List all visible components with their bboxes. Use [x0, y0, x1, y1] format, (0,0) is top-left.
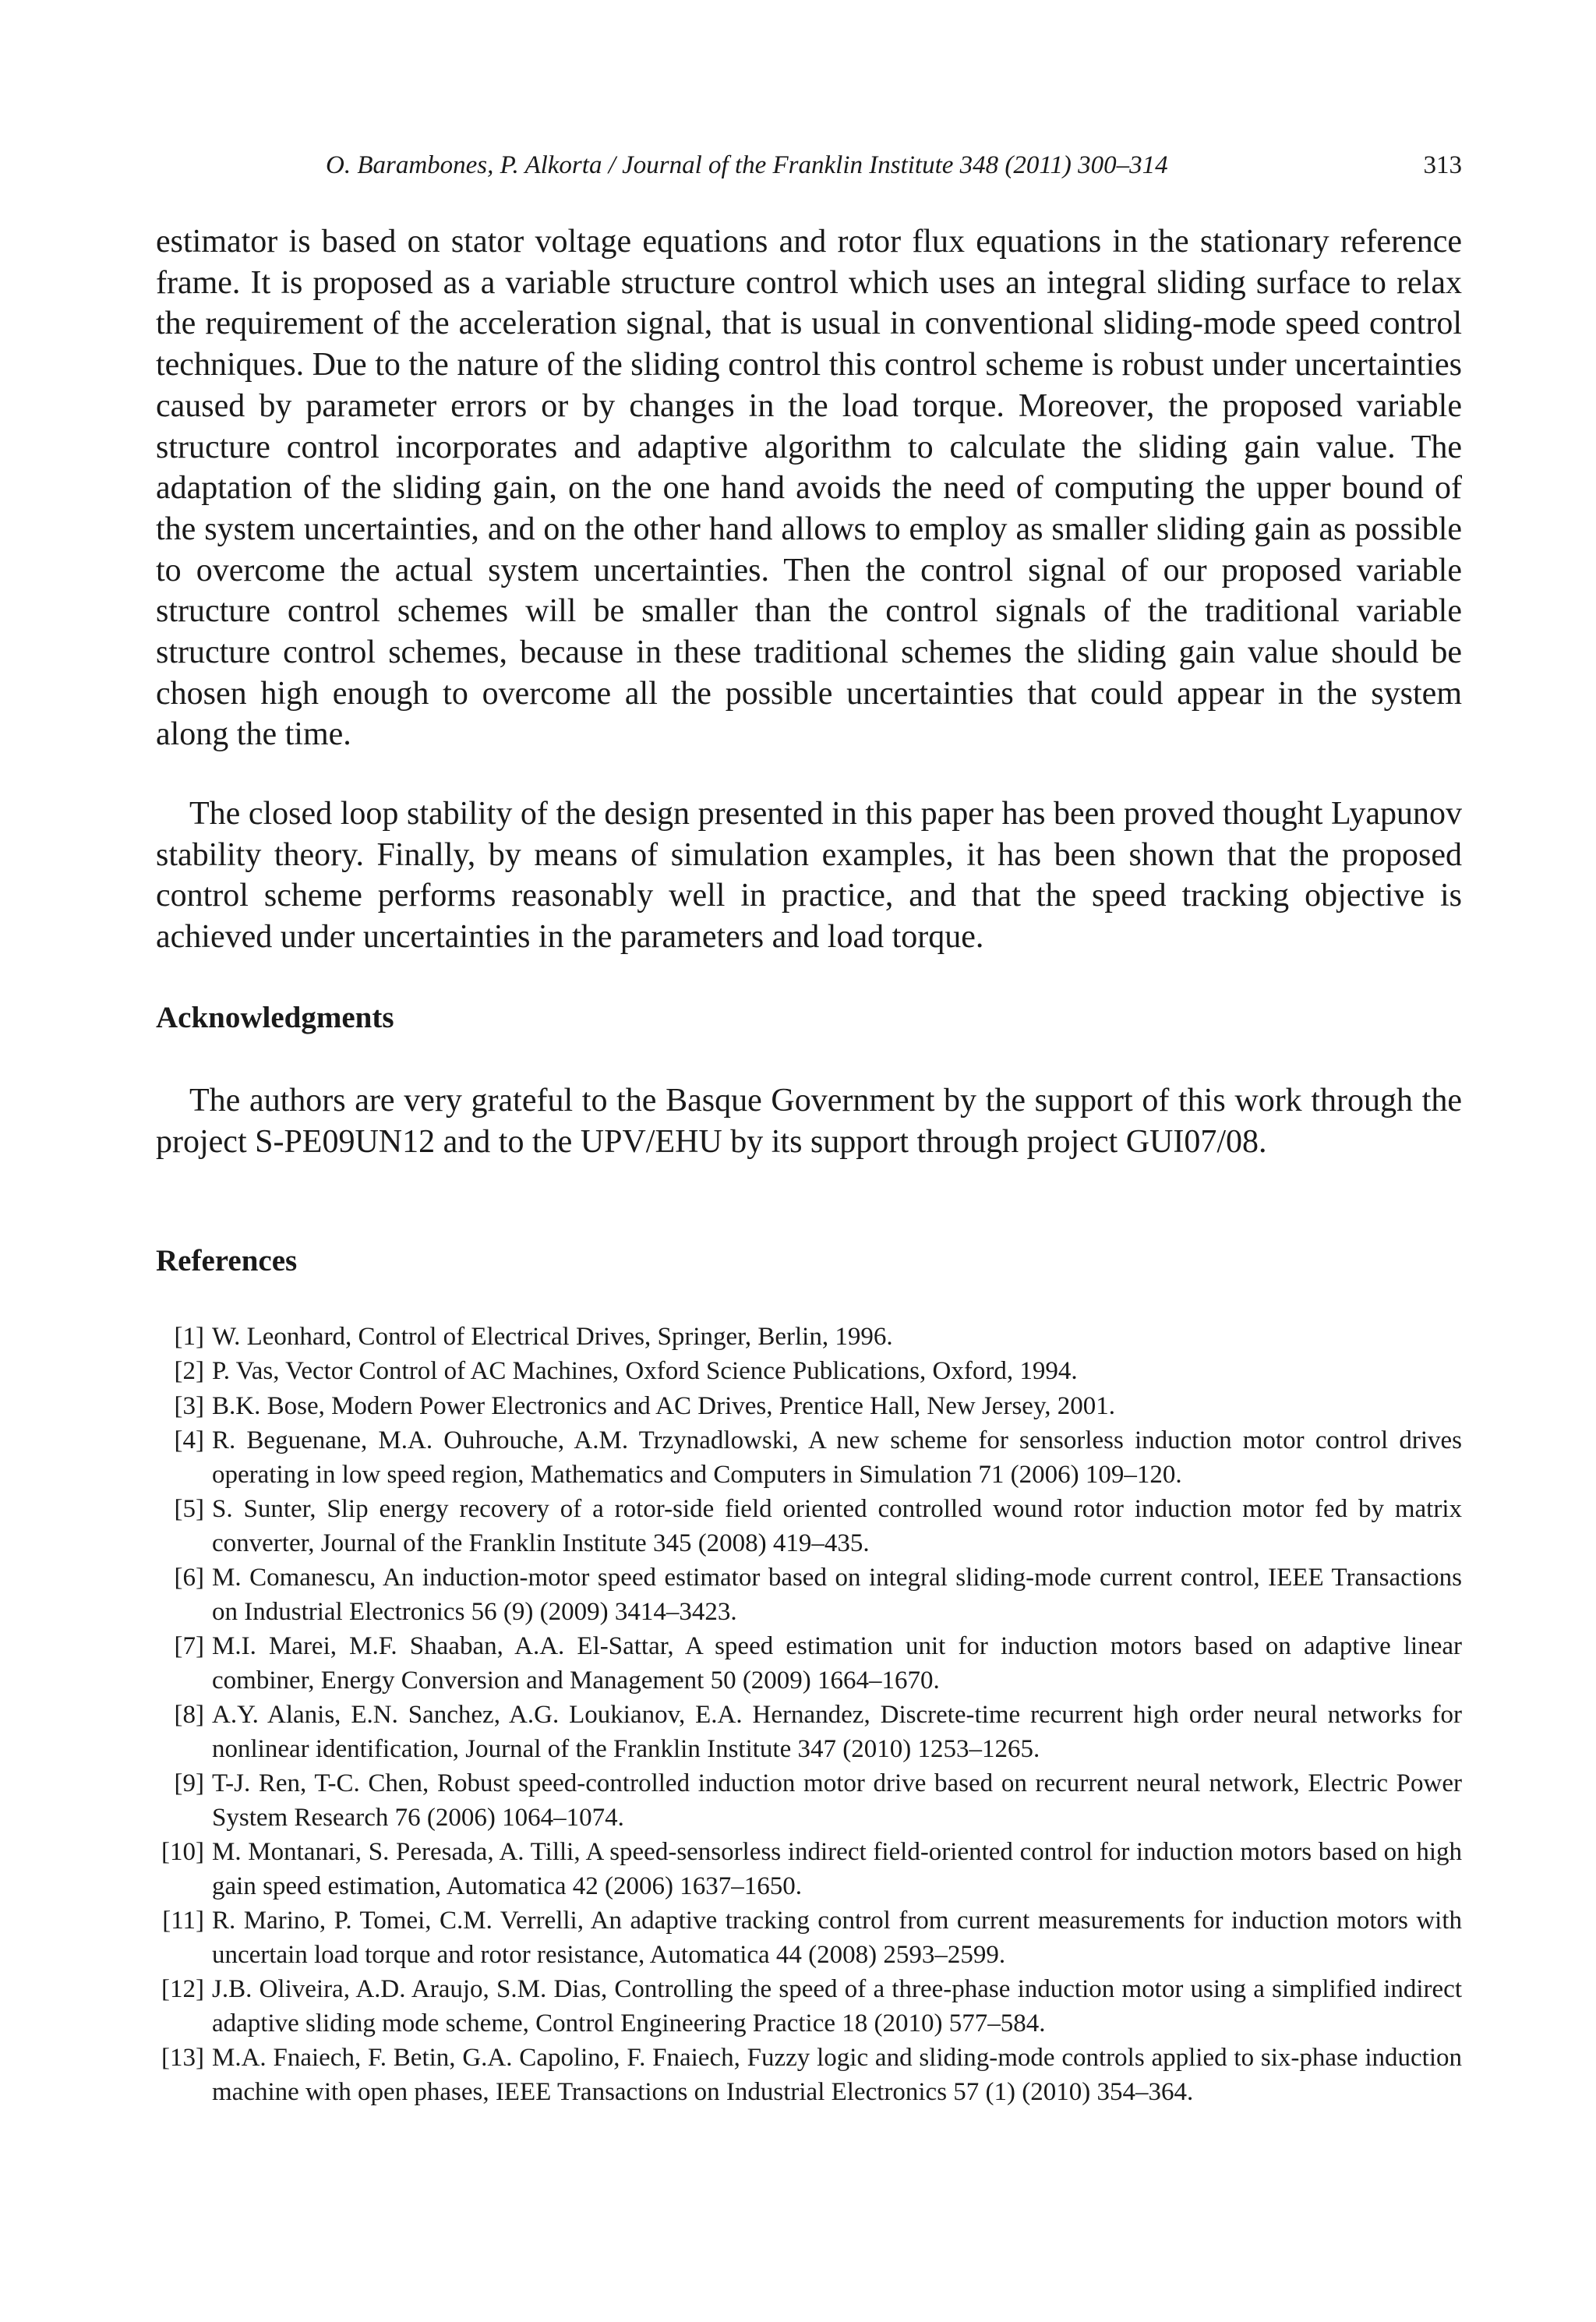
reference-number: [12]	[161, 1975, 204, 2004]
reference-text: B.K. Bose, Modern Power Electronics and AC Drives, Prentice Hall, New Jersey, 2001.	[212, 1391, 1116, 1420]
reference-text: R. Beguenane, M.A. Ouhrouche, A.M. Trzynadlowski, A new scheme for sensorless induction motor control drives operating in low speed region, Mathematics and Computers in Simulation 71 (2006) 109–120.	[212, 1426, 1462, 1489]
reference-text: J.B. Oliveira, A.D. Araujo, S.M. Dias, Controlling the speed of a three-phase induction motor using a simplified indirect adaptive sliding mode scheme, Control Engineering Practice 18 (2010) 577–584.	[212, 1975, 1462, 2037]
reference-text: P. Vas, Vector Control of AC Machines, Oxford Science Publications, Oxford, 1994.	[212, 1357, 1078, 1386]
reference-item-9	[156, 1767, 1462, 1835]
reference-item-4	[156, 1424, 1462, 1492]
reference-text: T-J. Ren, T-C. Chen, Robust speed-controlled induction motor drive based on recurrent neural network, Electric Power System Research 76 (2006) 1064–1074.	[212, 1769, 1462, 1832]
reference-text: M.I. Marei, M.F. Shaaban, A.A. El-Sattar, A speed estimation unit for induction motors based on adaptive linear combiner, Energy Conversion and Management 50 (2009) 1664–1670.	[212, 1632, 1462, 1695]
page-number: 313	[1423, 151, 1462, 179]
reference-number: [8]	[174, 1701, 204, 1730]
reference-text: M. Comanescu, An induction-motor speed estimator based on integral sliding-mode current control, IEEE Transactions on Industrial Electronics 56 (9) (2009) 3414–3423.	[212, 1564, 1462, 1626]
reference-number: [10]	[161, 1838, 204, 1867]
reference-item-7	[156, 1630, 1462, 1698]
body-paragraph-1: estimator is based on stator voltage equations and rotor flux equations in the stationary reference frame. It is proposed as a variable structure control which uses an integral sliding surface to relax the requirement of the acceleration signal, that is usual in conventional sliding-mode speed control techniques. Due to the nature of the sliding control this control scheme is robust under uncertainties caused by parameter errors or by changes in the load torque. Moreover, the proposed variable structure control incorporates and adaptive algorithm to calculate the sliding gain value. The adaptation of the sliding gain, on the one hand avoids the need of computing the upper bound of the system uncertainties, and on the other hand allows to employ as smaller sliding gain as possible to overcome the actual system uncertainties. Then the control signal of our proposed variable structure control schemes will be smaller than the control signals of the traditional variable structure control schemes, because in these traditional schemes the sliding gain value should be chosen high enough to overcome all the possible uncertainties that could appear in the system along the time.	[156, 224, 1462, 753]
reference-text: W. Leonhard, Control of Electrical Drives, Springer, Berlin, 1996.	[212, 1323, 893, 1351]
body-paragraph-2: The closed loop stability of the design presented in this paper has been proved thought Lyapunov stability theory. Finally, by means of simulation examples, it has been shown that the proposed control scheme performs reasonably well in practice, and that the speed tracking objective is achieved under uncertainties in the parameters and load torque.	[156, 796, 1462, 956]
reference-item-8	[156, 1698, 1462, 1766]
reference-item-12	[156, 1973, 1462, 2041]
reference-list	[156, 1320, 1462, 2110]
references-heading: References	[156, 1244, 298, 1278]
reference-number: [6]	[174, 1564, 204, 1592]
reference-text: S. Sunter, Slip energy recovery of a rotor-side field oriented controlled wound rotor induction motor fed by matrix converter, Journal of the Franklin Institute 345 (2008) 419–435.	[212, 1495, 1462, 1557]
reference-item-6	[156, 1561, 1462, 1629]
reference-item-10	[156, 1836, 1462, 1903]
reference-number: [5]	[174, 1495, 204, 1524]
reference-number: [9]	[174, 1769, 204, 1798]
reference-number: [3]	[174, 1391, 204, 1420]
reference-number: [13]	[161, 2044, 204, 2073]
reference-number: [1]	[174, 1323, 204, 1351]
acknowledgments-text: The authors are very grateful to the Basque Government by the support of this work through the project S-PE09UN12 and to the UPV/EHU by its support through project GUI07/08.	[156, 1083, 1462, 1160]
reference-text: R. Marino, P. Tomei, C.M. Verrelli, An adaptive tracking control from current measurements for induction motors with uncertain load torque and rotor resistance, Automatica 44 (2008) 2593–2599.	[212, 1907, 1462, 1969]
reference-number: [4]	[174, 1426, 204, 1455]
reference-item-13	[156, 2041, 1462, 2109]
reference-text: M. Montanari, S. Peresada, A. Tilli, A speed-sensorless indirect field-oriented control for induction motors based on high gain speed estimation, Automatica 42 (2006) 1637–1650.	[212, 1838, 1462, 1900]
reference-number: [11]	[162, 1907, 204, 1935]
reference-number: [7]	[174, 1632, 204, 1661]
reference-item-2	[156, 1355, 1462, 1389]
reference-item-11	[156, 1904, 1462, 1972]
reference-text: M.A. Fnaiech, F. Betin, G.A. Capolino, F. Fnaiech, Fuzzy logic and sliding-mode controls applied to six-phase induction machine with open phases, IEEE Transactions on Industrial Electronics 57 (1) (2010) 354–364.	[212, 2044, 1462, 2106]
running-head-citation: O. Barambones, P. Alkorta / Journal of the Franklin Institute 348 (2011) 300–314	[326, 151, 1168, 179]
running-head	[156, 147, 1462, 184]
reference-number: [2]	[174, 1357, 204, 1386]
reference-item-1	[156, 1320, 1462, 1355]
acknowledgments-heading: Acknowledgments	[156, 1001, 394, 1034]
reference-text: A.Y. Alanis, E.N. Sanchez, A.G. Loukianov, E.A. Hernandez, Discrete-time recurrent high order neural networks for nonlinear identification, Journal of the Franklin Institute 347 (2010) 1253–1265.	[212, 1701, 1462, 1763]
reference-item-3	[156, 1390, 1462, 1424]
reference-item-5	[156, 1493, 1462, 1560]
